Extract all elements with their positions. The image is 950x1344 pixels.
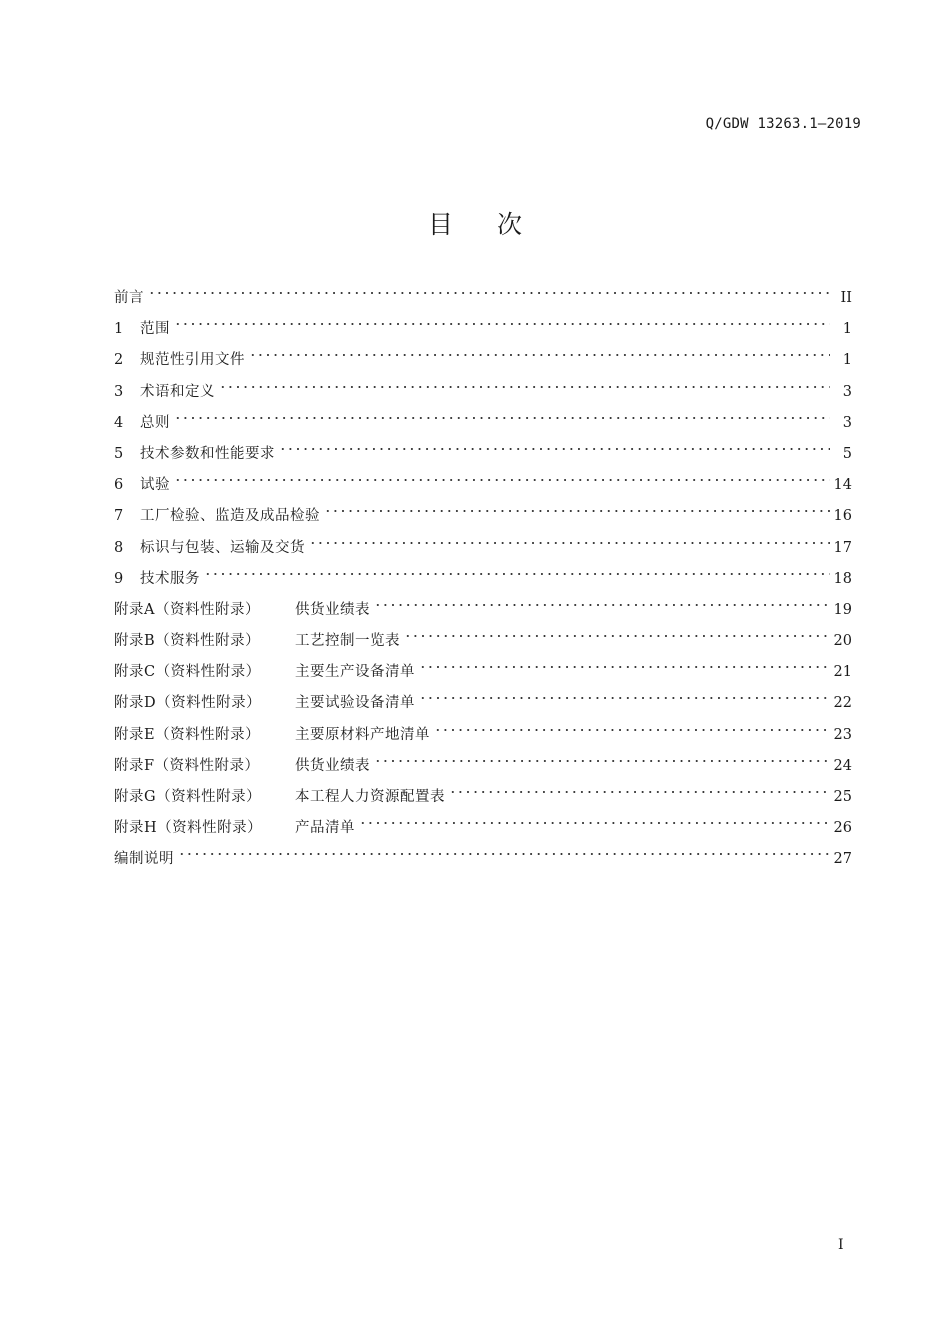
toc-title: 目次 — [427, 210, 566, 239]
dot-leader — [148, 288, 830, 298]
entry-page: 25 — [833, 789, 852, 805]
entry-label: 产品清单 — [295, 820, 355, 837]
entry-page: 22 — [833, 695, 852, 712]
dot-leader — [449, 787, 830, 797]
toc-entry-4[interactable] — [114, 408, 852, 439]
dot-leader — [219, 382, 830, 392]
toc-entry-3[interactable] — [114, 377, 852, 408]
dot-leader — [204, 569, 830, 579]
entry-number: 2 — [114, 352, 124, 369]
table-of-contents — [114, 283, 852, 876]
appendix-label: 附录G（资料性附录） — [114, 789, 262, 805]
dot-leader — [174, 413, 830, 423]
dot-leader — [174, 475, 830, 485]
entry-page: 17 — [833, 539, 852, 556]
entry-number: 1 — [114, 321, 124, 338]
entry-label: 主要原材料产地清单 — [295, 726, 430, 743]
dot-leader — [404, 631, 830, 641]
entry-number: 9 — [114, 570, 124, 587]
entry-label: 总则 — [140, 414, 170, 431]
dot-leader — [359, 818, 830, 828]
entry-label: 范围 — [140, 321, 170, 338]
entry-page: 14 — [833, 477, 852, 494]
entry-page: 1 — [842, 321, 852, 338]
entry-label: 技术参数和性能要求 — [140, 445, 275, 462]
toc-entry-foreword[interactable] — [114, 283, 852, 314]
toc-entry-5[interactable] — [114, 439, 852, 470]
entry-number: 8 — [114, 539, 124, 556]
dot-leader — [249, 350, 830, 360]
appendix-label: 附录H（资料性附录） — [114, 820, 263, 837]
toc-entry-appendix-f[interactable] — [114, 751, 852, 782]
appendix-label: 附录A（资料性附录） — [114, 601, 260, 618]
dot-leader — [324, 506, 830, 516]
toc-entry-7[interactable] — [114, 501, 852, 532]
appendix-label: 附录D（资料性附录） — [114, 695, 262, 712]
toc-entry-appendix-a[interactable] — [114, 595, 852, 626]
entry-number: 4 — [114, 414, 124, 431]
entry-page: 5 — [842, 445, 852, 462]
page-number: I — [838, 1237, 844, 1253]
entry-page: 1 — [842, 352, 852, 369]
toc-entry-1[interactable] — [114, 314, 852, 345]
entry-number: 7 — [114, 508, 124, 525]
toc-entry-appendix-d[interactable] — [114, 688, 852, 719]
entry-number: 5 — [114, 445, 124, 462]
toc-entry-appendix-g[interactable] — [114, 782, 852, 813]
entry-label: 技术服务 — [140, 570, 200, 587]
entry-label: 术语和定义 — [140, 383, 215, 400]
toc-entry-notes[interactable] — [114, 844, 852, 875]
entry-page: 3 — [842, 414, 852, 431]
appendix-label: 附录B（资料性附录） — [114, 633, 261, 650]
appendix-label: 附录E（资料性附录） — [114, 726, 261, 743]
entry-label: 编制说明 — [114, 851, 174, 868]
dot-leader — [279, 444, 830, 454]
dot-leader — [419, 693, 830, 703]
dot-leader — [419, 662, 830, 672]
toc-entry-9[interactable] — [114, 564, 852, 595]
entry-label: 标识与包装、运输及交货 — [140, 539, 305, 556]
toc-entry-8[interactable] — [114, 533, 852, 564]
entry-label: 工厂检验、监造及成品检验 — [140, 508, 320, 525]
document-code: Q/GDW 13263.1—2019 — [705, 116, 861, 132]
entry-page: II — [840, 290, 852, 306]
appendix-label: 附录F（资料性附录） — [114, 757, 260, 774]
appendix-label: 附录C（资料性附录） — [114, 664, 261, 681]
entry-page: 24 — [833, 757, 852, 774]
dot-leader — [374, 600, 830, 610]
entry-page: 3 — [842, 383, 852, 400]
entry-label: 本工程人力资源配置表 — [295, 789, 445, 805]
toc-entry-appendix-h[interactable] — [114, 813, 852, 844]
dot-leader — [309, 538, 830, 548]
entry-page: 19 — [833, 601, 852, 618]
entry-label: 试验 — [140, 477, 170, 494]
toc-entry-2[interactable] — [114, 345, 852, 376]
entry-label: 供货业绩表 — [295, 757, 370, 774]
toc-entry-6[interactable] — [114, 470, 852, 501]
entry-label: 规范性引用文件 — [140, 352, 245, 369]
dot-leader — [174, 319, 830, 329]
entry-page: 18 — [833, 570, 852, 587]
toc-entry-appendix-e[interactable] — [114, 720, 852, 751]
entry-page: 20 — [833, 633, 852, 650]
toc-entry-appendix-c[interactable] — [114, 657, 852, 688]
dot-leader — [178, 849, 830, 859]
entry-number: 3 — [114, 383, 124, 400]
entry-page: 21 — [833, 664, 852, 681]
dot-leader — [434, 725, 830, 735]
entry-page: 26 — [833, 820, 852, 837]
toc-entry-appendix-b[interactable] — [114, 626, 852, 657]
entry-page: 23 — [833, 726, 852, 743]
entry-label: 前言 — [114, 290, 144, 306]
entry-label: 工艺控制一览表 — [295, 633, 400, 650]
entry-page: 27 — [833, 851, 852, 868]
entry-label: 主要试验设备清单 — [295, 695, 415, 712]
entry-number: 6 — [114, 477, 124, 494]
dot-leader — [374, 756, 830, 766]
entry-label: 主要生产设备清单 — [295, 664, 415, 681]
entry-page: 16 — [833, 508, 852, 525]
entry-label: 供货业绩表 — [295, 601, 370, 618]
